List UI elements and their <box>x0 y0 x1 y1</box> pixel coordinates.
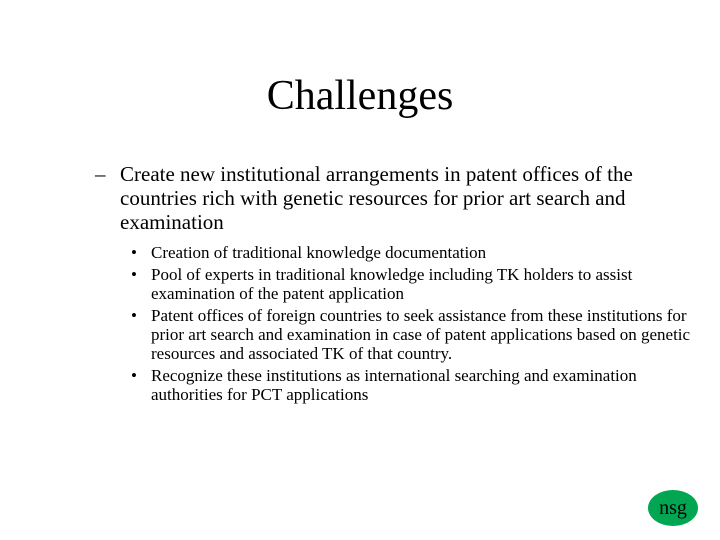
sub-bullet-text: Patent offices of foreign countries to seek assistance from these institutions for prior art search and examination in case of patent applications based on genetic resources and associated TK of that country. <box>151 306 691 363</box>
sub-bullet-list <box>131 243 691 407</box>
sub-bullet-text: Creation of traditional knowledge documentation <box>151 243 487 262</box>
main-bullet <box>95 162 695 234</box>
slide-title: Challenges <box>266 73 454 119</box>
bullet-marker: • <box>131 366 137 385</box>
sub-bullet <box>131 265 691 303</box>
main-bullet-text: Create new institutional arrangements in patent offices of the countries rich with genetic resources for prior art search and examination <box>120 162 633 234</box>
sub-bullet <box>131 306 691 363</box>
bullet-marker: • <box>131 306 137 325</box>
sub-bullet-text: Pool of experts in traditional knowledge including TK holders to assist examination of the patent application <box>151 265 633 303</box>
sub-bullet-text: Recognize these institutions as international searching and examination authorities for PCT applications <box>151 366 637 404</box>
nsg-badge: nsg <box>648 490 698 526</box>
dash-marker: – <box>95 162 106 186</box>
main-bullet-list <box>95 162 695 234</box>
bullet-marker: • <box>131 265 137 284</box>
bullet-marker: • <box>131 243 137 262</box>
sub-bullet <box>131 366 691 404</box>
sub-bullet <box>131 243 691 262</box>
